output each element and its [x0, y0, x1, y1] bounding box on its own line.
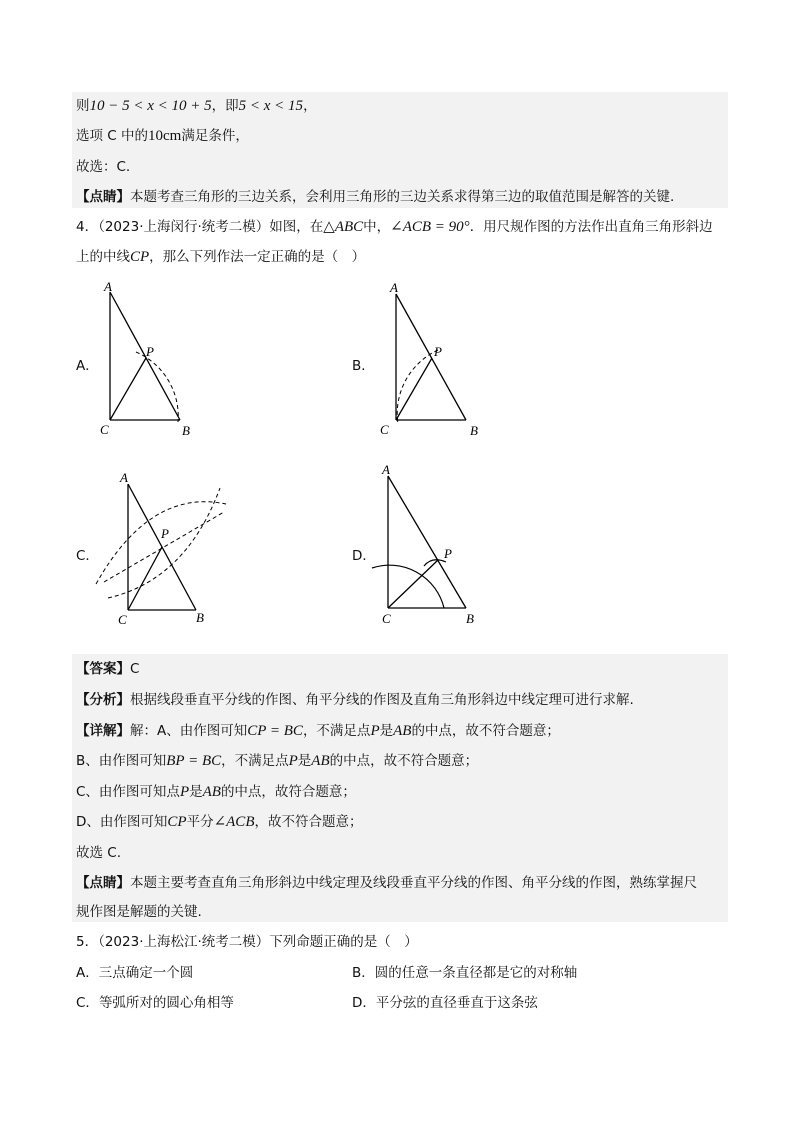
figure-option-b: [376, 280, 486, 440]
q4-option-d-label[interactable]: D．: [352, 548, 376, 564]
label-b: B: [470, 423, 478, 438]
label-p: P: [161, 526, 169, 541]
q5-option-c[interactable]: C．等弧所对的圆心角相等: [76, 995, 234, 1011]
figure-option-c: [90, 468, 240, 628]
analysis-line: 【分析】根据线段垂直平分线的作图、角平分线的作图及直角三角形斜边中线定理可进行求解.: [76, 692, 634, 708]
detail-line-3: C、由作图可知点P是AB的中点，故符合题意；: [76, 784, 356, 800]
label-p: P: [146, 344, 154, 359]
q5-option-a[interactable]: A．三点确定一个圆: [76, 965, 194, 981]
label-c: C: [382, 611, 391, 626]
label-b: B: [182, 423, 190, 438]
label-a: A: [382, 462, 390, 477]
comment-line-q4-1: 【点睛】本题主要考查直角三角形斜边中线定理及线段垂直平分线的作图、角平分线的作图，熟练掌握尺: [76, 875, 697, 891]
label-a: A: [120, 470, 128, 485]
label-p: P: [444, 546, 452, 561]
detail-line-1: 【详解】解：A、由作图可知CP = BC，不满足点P是AB的中点，故不符合题意；: [76, 723, 560, 739]
q4-option-c-label[interactable]: C．: [76, 548, 99, 564]
detail-line-2: B、由作图可知BP = BC，不满足点P是AB的中点，故不符合题意；: [76, 753, 479, 769]
solution-line-3: 故选：C.: [76, 159, 131, 175]
label-b: B: [196, 610, 204, 625]
math-inequality-2: 5 < x < 15: [238, 98, 304, 114]
solution-line-2: 选项 C 中的10cm满足条件，: [76, 128, 249, 144]
label-b: B: [466, 611, 474, 626]
conclusion-line: 故选 C.: [76, 845, 122, 861]
q4-stem-line-1: 4．（2023·上海闵行·统考二模）如图，在△ABC中，∠ACB = 90°．用尺规作图的方法作出直角三角形斜边: [76, 219, 713, 235]
label-c: C: [118, 612, 127, 627]
figure-option-d: [372, 460, 492, 630]
math-length: 10cm: [148, 128, 182, 144]
comment-tag: 【点睛】: [76, 189, 130, 205]
label-c: C: [100, 422, 109, 437]
figure-option-a: [96, 280, 206, 440]
label-a: A: [390, 280, 398, 295]
q5-stem: 5．（2023·上海松江·统考二模）下列命题正确的是（ ）: [76, 934, 418, 950]
q5-option-d[interactable]: D．平分弦的直径垂直于这条弦: [352, 995, 538, 1011]
answer-value: C: [130, 661, 140, 677]
q4-stem-line-2: 上的中线CP，那么下列作法一定正确的是（ ）: [76, 249, 366, 265]
q4-option-a-label[interactable]: A．: [76, 358, 99, 374]
q5-option-b[interactable]: B．圆的任意一条直径都是它的对称轴: [352, 965, 578, 981]
solution-line-1: 则10 − 5 < x < 10 + 5，即5 < x < 15，: [76, 98, 317, 114]
q4-option-b-label[interactable]: B．: [352, 358, 375, 374]
comment-line-q4-2: 规作图是解题的关键.: [76, 904, 202, 920]
detail-line-4: D、由作图可知CP平分∠ACB，故不符合题意；: [76, 814, 363, 830]
answer-line: 【答案】C: [76, 661, 140, 677]
label-p: P: [434, 344, 442, 359]
math-inequality-1: 10 − 5 < x < 10 + 5: [89, 98, 212, 114]
comment-line: 【点睛】本题考查三角形的三边关系，会利用三角形的三边关系求得第三边的取值范围是解答的关键.: [76, 189, 675, 205]
label-a: A: [104, 279, 112, 294]
label-c: C: [380, 422, 389, 437]
